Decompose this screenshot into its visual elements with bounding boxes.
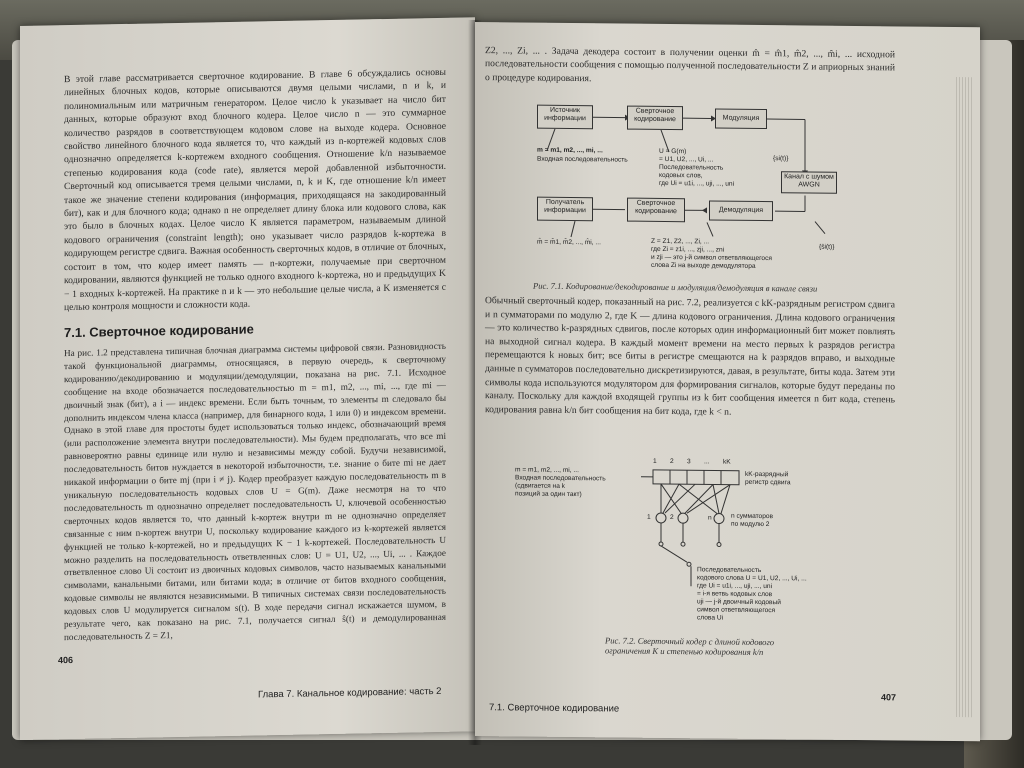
adder-label-n: n bbox=[708, 514, 712, 522]
fig2-adders-label: n сумматоров по модулю 2 bbox=[731, 512, 774, 529]
right-top-paragraph: Z2, ..., Zi, ... . Задача декодера состоит в получении оценки m̂ = m̂1, m̂2, ..., m̂i, ... исходной последовательности сообщения с помощью полученной последовательности Z и априорных знаний о процедуре кодирования. bbox=[485, 45, 895, 85]
u-sequence: U = G(m) = U1, U2, ..., Ui, ... Последовательность кодовых слов, где Ui = u1i, ..., uji, ..., uni bbox=[659, 147, 735, 188]
figure-7-2-encoder bbox=[475, 22, 980, 741]
register-stage-1: 1 bbox=[653, 457, 657, 465]
fig2-input-sequence: m = m1, m2, ..., mi, ... Входная последовательность (сдвигается на k позиций за один такт) bbox=[515, 466, 606, 499]
channel-box: Канал с шумом AWGN bbox=[781, 171, 837, 194]
source-box: Источник информации bbox=[537, 105, 593, 130]
fig2-output-label: Последовательность кодового слова U = U1, U2, ..., Ui, ... где Ui = u1i, ..., uji, ..., uni = i-я ветвь кодовых слов uji — j-й двоичный кодовый символ ответвляющегося слова Ui bbox=[697, 566, 807, 622]
modulation-box: Модуляция bbox=[715, 109, 767, 130]
page-number-right: 407 bbox=[881, 692, 897, 703]
running-footer-left: Глава 7. Канальное кодирование: часть 2 bbox=[258, 685, 442, 701]
left-page bbox=[20, 17, 475, 740]
intro-paragraph: В этой главе рассматривается сверточное кодирование. В главе 6 обсуждались основы линейных блочных кодов, которые описываются двумя целыми числами, n и k, и полиномиальным или матричным генератором. Целое число k указывает на число бит данных, которые образуют вход блочного кодера. Целое число n — это суммарное количество разрядов в соответствующем кодовом слове на выходе кодера. Основное свойство линейного блочного кода является то, что каждый из n-кортежей кодовых слов однозначно определяется k-кортежем входного сообщения. Отношение k/n называемое степенью кодирования кода (code rate), является мерой добавленной избыточности. Сверточный код описывается тремя целыми числами, n, k и K, где отношение k/n имеет такое же значение степени кодирования (информация, приходящаяся на закодированный бит), как и для блочного кода; однако n не определяет длину блока или кодового слова, как это было в блочных кодах. Целое число K является параметром, называемым длиной кодового ограничения (constraint length); оно указывает число разрядов k-кортежа в кодирующем регистре сдвига. Важная особенность сверточных кодов, в отличие от блочных, состоит в том, что кодер имеет память — n-кортежи, получаемые при сверточном кодировании, являются функцией не только одного входного k-кортежа, но и предыдущих K − 1 входных k-кортежей. На практике n и k — это небольшие целые числа, а K изменяется с целью контроля мощности и сложности кода. bbox=[64, 66, 446, 314]
conv-coder-box: Сверточное кодирование bbox=[627, 106, 683, 131]
page-number-left: 406 bbox=[58, 654, 74, 666]
right-body-paragraph: Обычный сверточный кодер, показанный на рис. 7.2, реализуется с kK-разрядным регистром сдвига и n сумматорами по модулю 2, где K — длина кодового ограничения. Длина кодового ограничения — это количество k-разрядных сдвигов, после которых один информационный бит может повлиять на выходной сигнал кодера. В каждый момент времени на место первых k разрядов регистра перемещаются k новых бит; все биты в регистре смещаются на k разрядов вправо, и выходные данные n сумматоров последовательно дискретизируются, давая, в результате, биты кода. Затем эти символы кода используются модулятором для формирования сигналов, которые будут переданы по каналу. Поскольку для каждой входящей группы из k бит сообщения имеется n бит кода, степень кодирования равна k/n бит сообщения на бит кода, где k < n. bbox=[485, 295, 895, 418]
right-page bbox=[475, 22, 980, 741]
register-stage-kk: kK bbox=[723, 458, 731, 466]
register-stage-2: 2 bbox=[670, 458, 674, 466]
m-hat-sequence: m̂ = m̂1, m̂2, ..., m̂i, ... bbox=[537, 238, 601, 247]
s-hat-t-label: {ŝi(t)} bbox=[819, 243, 835, 251]
conv-decoder-box: Сверточное кодирование bbox=[627, 198, 685, 223]
z-sequence: Z = Z1, Z2, ..., Zi, ... где Zi = z1i, ..., zji, ..., zni и zji — это j-й символ ответвляющегося слова Zi на выходе демодулятора bbox=[651, 237, 772, 270]
register-stage-dots: ... bbox=[704, 458, 710, 466]
register-stage-3: 3 bbox=[687, 458, 691, 466]
demodulation-box: Демодуляция bbox=[709, 200, 773, 221]
m-sequence-label: Входная последовательность bbox=[537, 155, 628, 164]
section-body: На рис. 1.2 представлена типичная блочная диаграмма системы цифровой связи. Разновидность такой функциональной диаграммы, относящаяся, в первую очередь, к сверточному кодированию/декодированию и модуляции/демодуляции, показана на рис. 7.1. Исходное сообщение на входе обозначается последовательностью m = m1, m2, ..., mi, ..., где mi — двоичный знак (бит), а i — индекс времени. Если быть точным, то элементы m следовало бы дополнить индексом члена класса (например, для бинарного кода, 1 или 0) и индексом времени. Однако в этой главе для простоты будет использоваться только индекс, обозначающий время (или расположение элемента внутри последовательности). Мы будем предполагать, что все mi равновероятно равны единице или нулю и независимы между собой. Будучи независимой, последовательность битов нуждается в некоторой избыточности, т.е. знание о бите mi не дает никакой информации о бите mj (при i ≠ j). Кодер преобразует каждую последовательность m в уникальную последовательность кодовых слов U = G(m). Даже несмотря на то что последовательность m однозначно определяет последовательность U, ключевой особенностью сверточных кодов является то, что данный k-кортеж внутри m не однозначно определяет связанные с ним n-кортеж внутри U, поскольку кодирование каждого из k-кортежей является функцией не только k-кортежей, но и предыдущих K − 1 k-кортежей. Последовательность U можно разделить на последовательность ответвленных слов: U = U1, U2, ..., Ui, ... . Каждое ответвленное слово Ui состоит из двоичных кодовых символов, часто называемых канальными символами, канальными битами, или битами кода; в отличие от битов входного сообщения, кодовые символы не являются независимыми. В типичных системах связи последовательность кодовых слов U модулируется сигналом s(t). В ходе передачи сигнал искажается шумом, в результате чего, как показано на рис. 7.1, получается сигнал ŝ(t) и демодулированная последовательность Z = Z1, bbox=[64, 340, 446, 643]
section-heading: 7.1. Сверточное кодирование bbox=[64, 321, 254, 341]
figure-7-2 bbox=[475, 22, 980, 741]
s-t-label: {si(t)} bbox=[773, 155, 789, 163]
adder-label-2: 2 bbox=[670, 514, 674, 522]
page-edges bbox=[956, 77, 972, 717]
adder-label-1: 1 bbox=[647, 513, 651, 521]
figure-7-1-caption: Рис. 7.1. Кодирование/декодирование и модуляция/демодуляция в канале связи bbox=[533, 280, 818, 294]
m-sequence: m = m1, m2, ..., mi, ... bbox=[537, 146, 603, 155]
running-footer-right: 7.1. Сверточное кодирование bbox=[489, 702, 620, 715]
receiver-box: Получатель информации bbox=[537, 197, 593, 222]
figure-7-2-caption: Рис. 7.2. Сверточный кодер с длиной кодового ограничения K и степенью кодирования k/n bbox=[605, 635, 775, 658]
fig2-register-label: kK-разрядный регистр сдвига bbox=[745, 470, 791, 487]
